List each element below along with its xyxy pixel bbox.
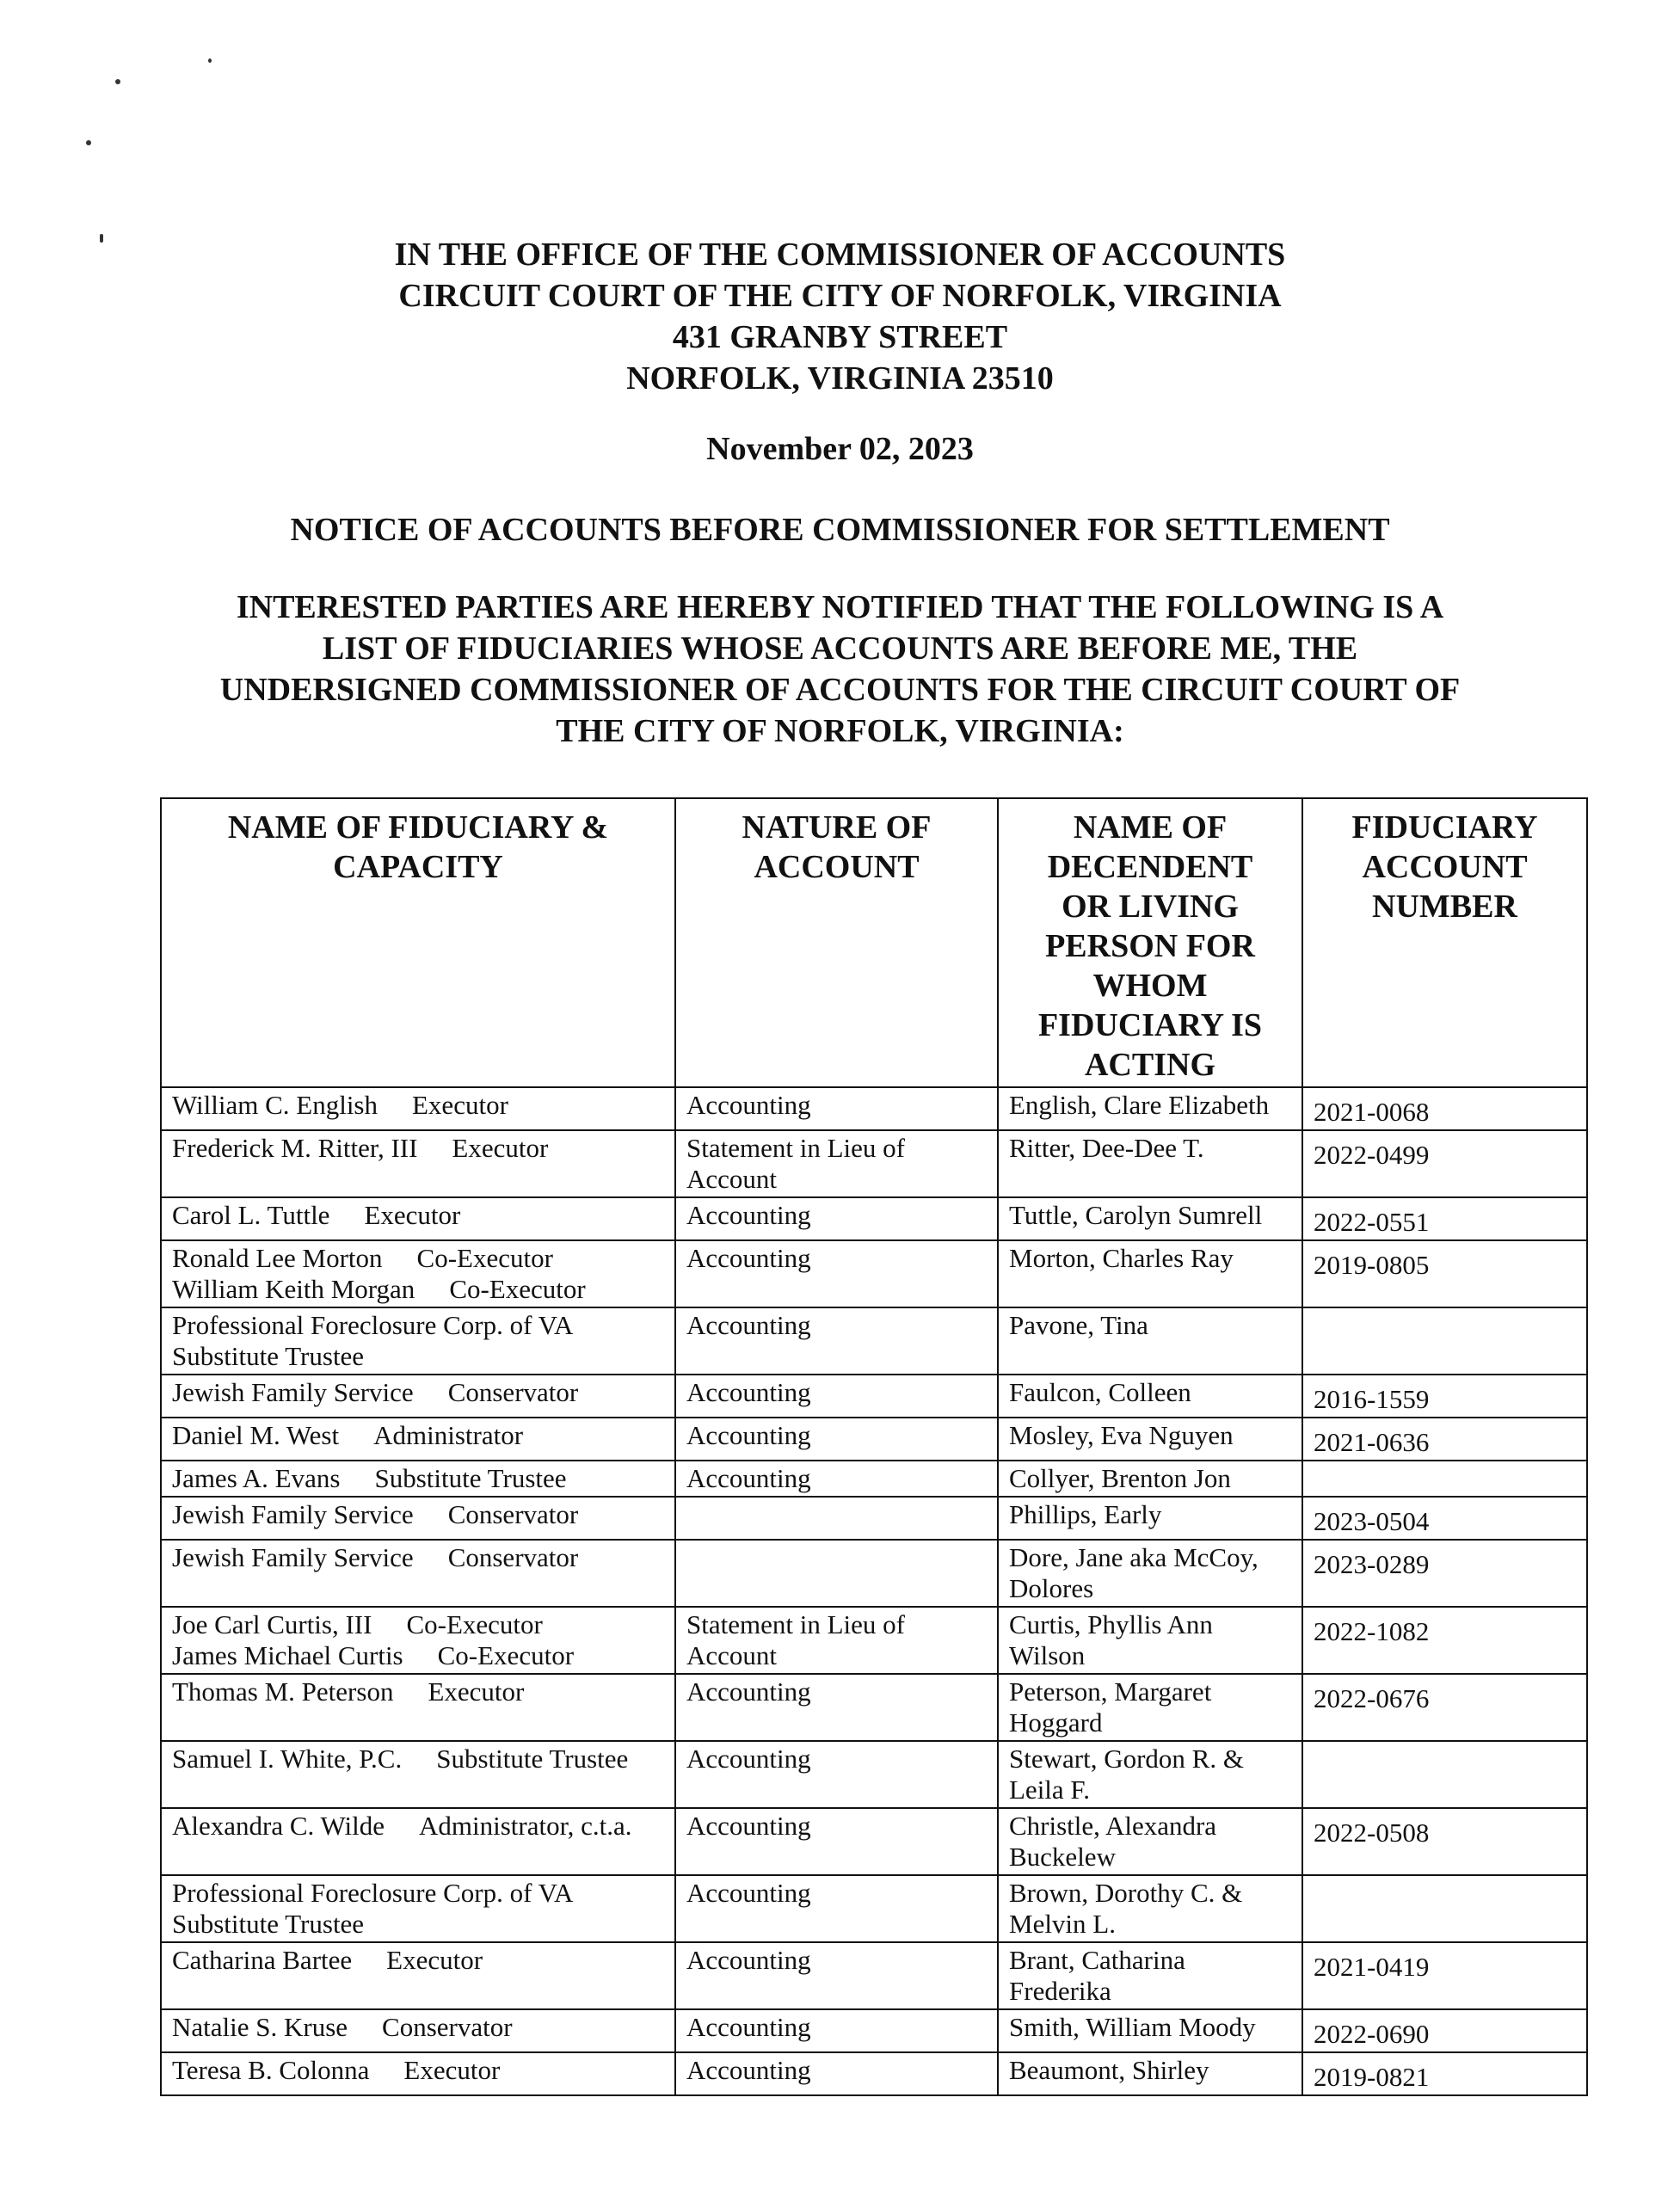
header-line: PERSON FOR [1045,928,1255,964]
decedent-name-cell: Stewart, Gordon R. & Leila F. [998,1741,1302,1808]
nature-of-account-cell: Accounting [675,1307,998,1375]
fiduciary-entry [172,2055,666,2086]
fiduciary-capacity-cell [161,1497,675,1540]
nature-of-account-cell: Accounting [675,1197,998,1240]
decedent-name-cell: English, Clare Elizabeth [998,1087,1302,1130]
header-decedent-or-living-person [998,798,1302,1087]
account-number-cell: 2023-0289 [1302,1540,1587,1607]
nature-of-account-cell: Accounting [675,1461,998,1497]
fiduciary-name: William C. English [172,1090,378,1120]
fiduciary-entry [172,1243,666,1274]
nature-of-account-cell: Statement in Lieu of Account [675,1130,998,1197]
fiduciary-capacity: Substitute Trustee [436,1744,629,1774]
fiduciary-capacity: Co-Executor [437,1640,575,1670]
table-header-row [161,798,1587,1087]
decedent-name-cell: Tuttle, Carolyn Sumrell [998,1197,1302,1240]
fiduciary-name: Samuel I. White, P.C. [172,1744,403,1774]
nature-of-account-cell: Accounting [675,1741,998,1808]
nature-of-account-cell: Accounting [675,1375,998,1418]
table-row [161,2052,1587,2095]
table-row [161,1461,1587,1497]
fiduciary-name: Ronald Lee Morton [172,1243,383,1273]
fiduciary-capacity-cell [161,1240,675,1307]
nature-of-account-cell: Accounting [675,1674,998,1741]
fiduciary-name: William Keith Morgan [172,1274,415,1304]
table-row [161,1418,1587,1461]
decedent-name-cell: Peterson, Margaret Hoggard [998,1674,1302,1741]
fiduciary-name: Professional Foreclosure Corp. of VA Substitute Trustee [172,1310,572,1371]
fiduciary-entry [172,1945,666,1976]
header-line: NUMBER [1372,889,1517,925]
table-row [161,1497,1587,1540]
account-number-cell: 2019-0821 [1302,2052,1587,2095]
account-number-cell [1302,1875,1587,1942]
account-number-cell: 2022-0676 [1302,1674,1587,1741]
table-row [161,2009,1587,2052]
fiduciary-name: Jewish Family Service [172,1542,414,1572]
intro-line: UNDERSIGNED COMMISSIONER OF ACCOUNTS FOR THE CIRCUIT COURT OF [219,672,1461,708]
fiduciary-capacity-cell [161,1197,675,1240]
fiduciary-entry [172,1609,666,1640]
decedent-name-cell: Morton, Charles Ray [998,1240,1302,1307]
nature-of-account-cell: Accounting [675,1087,998,1130]
fiduciary-name: Frederick M. Ritter, III [172,1133,418,1163]
fiduciary-entry [172,1274,666,1305]
table-row [161,1607,1587,1674]
table-row [161,1375,1587,1418]
account-number-cell: 2016-1559 [1302,1375,1587,1418]
header-line: ACTING [1084,1047,1216,1083]
account-number-cell: 2023-0504 [1302,1497,1587,1540]
decedent-name-cell: Beaumont, Shirley [998,2052,1302,2095]
fiduciary-name: Catharina Bartee [172,1945,353,1975]
table-row [161,1130,1587,1197]
intro-line: LIST OF FIDUCIARIES WHOSE ACCOUNTS ARE BEFORE ME, THE [322,630,1358,667]
fiduciary-capacity: Executor [428,1676,525,1707]
account-number-cell: 2021-0636 [1302,1418,1587,1461]
header-fiduciary-account-number [1302,798,1587,1087]
office-line: 431 GRANBY STREET [672,319,1008,355]
decedent-name-cell: Collyer, Brenton Jon [998,1461,1302,1497]
header-line: NAME OF [1073,809,1228,846]
header-line: FIDUCIARY IS [1037,1007,1263,1043]
table-row [161,1875,1587,1942]
nature-of-account-cell: Statement in Lieu of Account [675,1607,998,1674]
nature-of-account-cell [675,1497,998,1540]
fiduciary-capacity: Executor [452,1133,549,1163]
fiduciary-capacity-cell [161,1942,675,2009]
table-row [161,1808,1587,1875]
fiduciary-capacity: Conservator [382,2012,513,2042]
fiduciary-name: Teresa B. Colonna [172,2055,370,2085]
notice-date: November 02, 2023 [706,431,974,467]
fiduciary-entry [172,2012,666,2043]
decedent-name-cell: Curtis, Phyllis Ann Wilson [998,1607,1302,1674]
table-row [161,1942,1587,2009]
fiduciary-entry [172,1676,666,1707]
fiduciary-capacity: Executor [403,2055,501,2085]
nature-of-account-cell: Accounting [675,1942,998,2009]
fiduciary-capacity-cell [161,1375,675,1418]
fiduciary-capacity: Co-Executor [416,1243,553,1273]
fiduciary-entry [172,1542,666,1573]
decedent-name-cell: Brown, Dorothy C. & Melvin L. [998,1875,1302,1942]
fiduciary-capacity-cell [161,1418,675,1461]
fiduciary-capacity: Conservator [447,1542,579,1572]
scan-speck [115,79,120,84]
fiduciary-entry [172,1133,666,1164]
header-line: ACCOUNT [754,849,920,885]
fiduciary-capacity-cell [161,1307,675,1375]
fiduciary-entry [172,1310,666,1372]
nature-of-account-cell [675,1540,998,1607]
table-row [161,1240,1587,1307]
header-line: CAPACITY [333,849,503,885]
decedent-name-cell: Brant, Catharina Frederika [998,1942,1302,2009]
fiduciary-capacity: Executor [412,1090,508,1120]
fiduciary-entry [172,1377,666,1408]
fiduciary-capacity-cell [161,1741,675,1808]
fiduciary-capacity-cell [161,1130,675,1197]
decedent-name-cell: Ritter, Dee-Dee T. [998,1130,1302,1197]
header-line: NAME OF FIDUCIARY & [227,809,609,846]
decedent-name-cell: Christle, Alexandra Buckelew [998,1808,1302,1875]
fiduciary-entry [172,1878,666,1940]
account-number-cell: 2019-0805 [1302,1240,1587,1307]
fiduciary-name: Alexandra C. Wilde [172,1811,385,1841]
office-line: IN THE OFFICE OF THE COMMISSIONER OF ACCOUNTS [394,237,1286,273]
table-row [161,1540,1587,1607]
account-number-cell: 2022-1082 [1302,1607,1587,1674]
fiduciary-capacity: Executor [386,1945,483,1975]
header-line: WHOM [1092,968,1208,1004]
nature-of-account-cell: Accounting [675,1240,998,1307]
fiduciary-name: Thomas M. Peterson [172,1676,394,1707]
fiduciary-capacity: Substitute Trustee [374,1463,567,1493]
fiduciary-capacity: Conservator [447,1377,579,1407]
account-number-cell [1302,1307,1587,1375]
fiduciary-entry [172,1640,666,1671]
fiduciary-name: James A. Evans [172,1463,341,1493]
fiduciary-accounts-table [160,797,1588,2096]
decedent-name-cell: Pavone, Tina [998,1307,1302,1375]
header-line: ACCOUNT [1362,849,1528,885]
header-fiduciary-capacity [161,798,675,1087]
notice-title: NOTICE OF ACCOUNTS BEFORE COMMISSIONER FOR SETTLEMENT [290,512,1390,548]
fiduciary-capacity: Administrator [373,1420,524,1450]
fiduciary-capacity-cell [161,1540,675,1607]
fiduciary-capacity: Co-Executor [449,1274,586,1304]
nature-of-account-cell: Accounting [675,2009,998,2052]
account-number-cell: 2022-0499 [1302,1130,1587,1197]
account-number-cell [1302,1461,1587,1497]
header-line: DECENDENT [1047,849,1253,885]
fiduciary-entry [172,1744,666,1775]
decedent-name-cell: Faulcon, Colleen [998,1375,1302,1418]
fiduciary-entry [172,1200,666,1231]
fiduciary-capacity-cell [161,1607,675,1674]
account-number-cell: 2022-0508 [1302,1808,1587,1875]
nature-of-account-cell: Accounting [675,1875,998,1942]
fiduciary-name: Professional Foreclosure Corp. of VA Substitute Trustee [172,1878,572,1939]
account-number-cell: 2022-0690 [1302,2009,1587,2052]
fiduciary-name: Daniel M. West [172,1420,340,1450]
header-line: NATURE OF [742,809,932,846]
fiduciary-capacity-cell [161,1808,675,1875]
decedent-name-cell: Dore, Jane aka McCoy, Dolores [998,1540,1302,1607]
account-number-cell: 2022-0551 [1302,1197,1587,1240]
fiduciary-capacity: Co-Executor [406,1609,543,1639]
table-row [161,1307,1587,1375]
fiduciary-name: Jewish Family Service [172,1377,414,1407]
intro-line: INTERESTED PARTIES ARE HEREBY NOTIFIED THAT THE FOLLOWING IS A [236,589,1444,625]
table-row [161,1197,1587,1240]
fiduciary-name: Natalie S. Kruse [172,2012,348,2042]
fiduciary-name: Jewish Family Service [172,1499,414,1529]
nature-of-account-cell: Accounting [675,2052,998,2095]
fiduciary-capacity-cell [161,2009,675,2052]
table-row [161,1087,1587,1130]
decedent-name-cell: Phillips, Early [998,1497,1302,1540]
fiduciary-entry [172,1811,666,1842]
account-number-cell: 2021-0419 [1302,1942,1587,2009]
fiduciary-name: Joe Carl Curtis, III [172,1609,372,1639]
fiduciary-capacity-cell [161,1875,675,1942]
fiduciary-capacity: Administrator, c.t.a. [418,1811,632,1841]
header-nature-of-account [675,798,998,1087]
office-heading [0,234,1680,399]
office-line: NORFOLK, VIRGINIA 23510 [626,360,1054,397]
fiduciary-entry [172,1090,666,1121]
fiduciary-capacity-cell [161,2052,675,2095]
fiduciary-entry [172,1499,666,1530]
fiduciary-capacity-cell [161,1461,675,1497]
nature-of-account-cell: Accounting [675,1418,998,1461]
fiduciary-capacity-cell [161,1674,675,1741]
decedent-name-cell: Mosley, Eva Nguyen [998,1418,1302,1461]
intro-line: THE CITY OF NORFOLK, VIRGINIA: [556,713,1124,749]
fiduciary-name: Carol L. Tuttle [172,1200,330,1230]
decedent-name-cell: Smith, William Moody [998,2009,1302,2052]
table-row [161,1741,1587,1808]
fiduciary-entry [172,1463,666,1494]
scan-speck [208,58,212,63]
table-row [161,1674,1587,1741]
office-line: CIRCUIT COURT OF THE CITY OF NORFOLK, VIRGINIA [398,278,1282,314]
fiduciary-capacity: Conservator [447,1499,579,1529]
header-line: FIDUCIARY [1351,809,1538,846]
account-number-cell [1302,1741,1587,1808]
fiduciary-entry [172,1420,666,1451]
scan-speck [86,140,91,145]
fiduciary-capacity-cell [161,1087,675,1130]
fiduciary-name: James Michael Curtis [172,1640,403,1670]
notice-intro [0,587,1680,752]
account-number-cell: 2021-0068 [1302,1087,1587,1130]
header-line: OR LIVING [1062,889,1239,925]
nature-of-account-cell: Accounting [675,1808,998,1875]
fiduciary-capacity: Executor [364,1200,461,1230]
